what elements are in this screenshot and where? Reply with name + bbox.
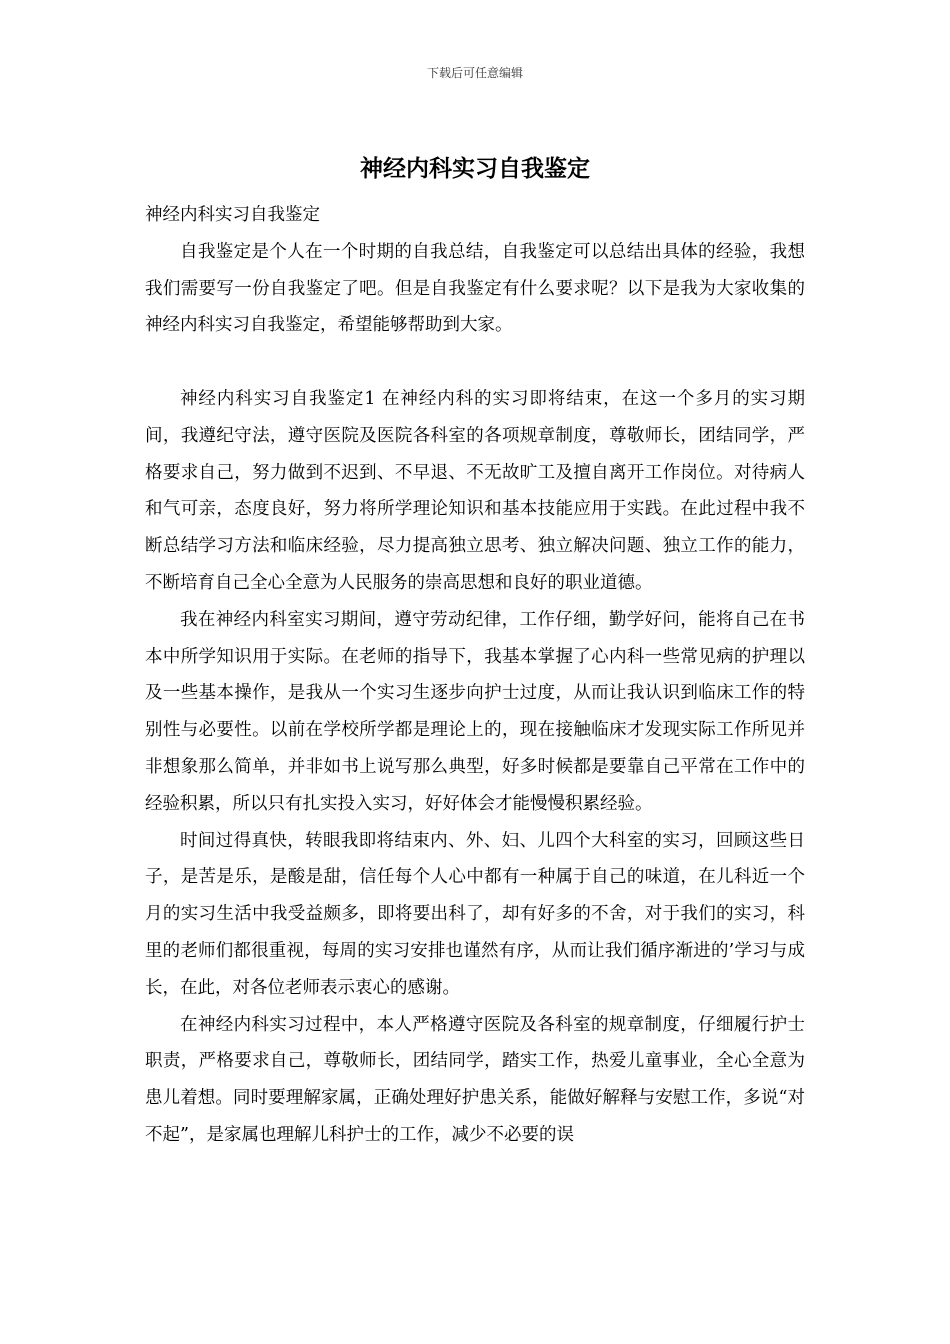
intro-paragraph: 自我鉴定是个人在一个时期的自我总结，自我鉴定可以总结出具体的经验，我想我们需要写一份自我鉴定了吧。但是自我鉴定有什么要求呢？以下是我为大家收集的神经内科实习自我鉴定，希望能够帮助到大家。 xyxy=(145,241,805,336)
body-paragraph-3: 时间过得真快，转眼我即将结束内、外、妇、儿四个大科室的实习，回顾这些日子，是苦是乐，是酸是甜，信任每个人心中都有一种属于自己的味道，在儿科近一个月的实习生活中我受益颇多，即将要出科了，却有好多的不舍，对于我们的实习，科里的老师们都很重视，每周的实习安排也谨然有序，从而让我们循序渐进的’学习与成长，在此，对各位老师表示衷心的感谢。 xyxy=(145,830,805,998)
body-paragraph-2: 我在神经内科室实习期间，遵守劳动纪律，工作仔细，勤学好问，能将自己在书本中所学知识用于实际。在老师的指导下，我基本掌握了心内科一些常见病的护理以及一些基本操作，是我从一个实习生逐步向护士过度，从而让我认识到临床工作的特别性与必要性。以前在学校所学都是理论上的，现在接触临床才发现实际工作所见并非想象那么简单，并非如书上说写那么典型，好多时候都是要靠自己平常在工作中的经验积累，所以只有扎实投入实习，好好体会才能慢慢积累经验。 xyxy=(145,609,805,814)
body-paragraph-4: 在神经内科实习过程中，本人严格遵守医院及各科室的规章制度，仔细履行护士职责，严格要求自己，尊敬师长，团结同学，踏实工作，热爱儿童事业，全心全意为患儿着想。同时要理解家属，正确处理好护患关系，能做好解释与安慰工作，多说“对不起”，是家属也理解儿科护士的工作，减少不必要的误 xyxy=(145,1014,805,1145)
header-note: 下载后可任意编辑 xyxy=(426,66,523,80)
document-subtitle: 神经内科实习自我鉴定 xyxy=(145,205,320,225)
paragraph-spacer xyxy=(145,344,805,381)
body-paragraph-1: 神经内科实习自我鉴定1 在神经内科的实习即将结束，在这一个多月的实习期间，我遵纪守法，遵守医院及医院各科室的各项规章制度，尊敬师长，团结同学，严格要求自己，努力做到不迟到、不早退、不无故旷工及擅自离开工作岗位。对待病人和气可亲，态度良好，努力将所学理论知识和基本技能应用于实践。在此过程中我不断总结学习方法和临床经验，尽力提高独立思考、独立解决问题、独立工作的能力，不断培育自己全心全意为人民服务的崇高思想和良好的职业道德。 xyxy=(145,388,805,593)
document-title: 神经内科实习自我鉴定 xyxy=(360,155,590,182)
document-body xyxy=(145,197,805,1154)
